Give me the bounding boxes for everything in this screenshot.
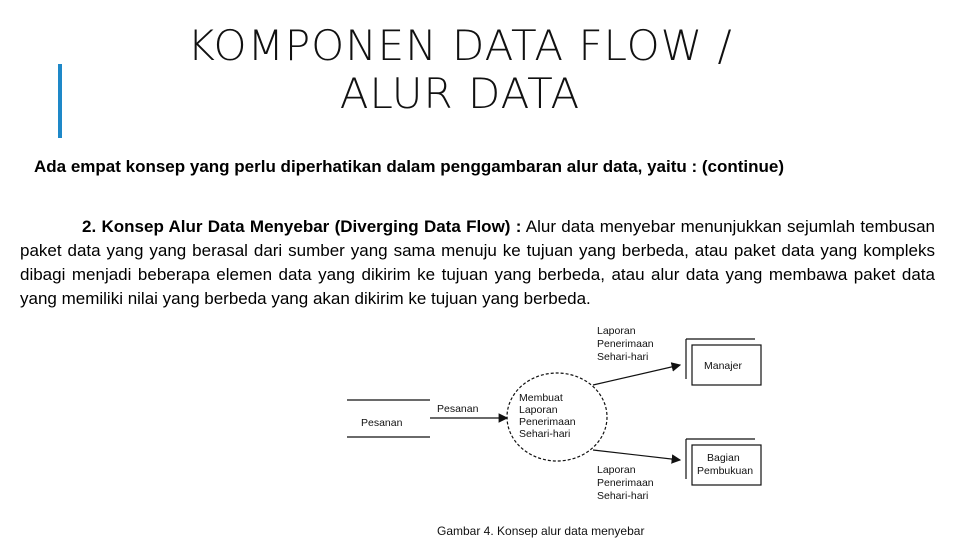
title-accent-bar xyxy=(58,64,62,138)
input-flow-label: Pesanan xyxy=(437,403,479,415)
process-line-4: Sehari-hari xyxy=(519,428,571,440)
entity-pembukuan-line-2: Pembukuan xyxy=(697,465,754,477)
intro-text: Ada empat konsep yang perlu diperhatikan dalam penggambaran alur data, yaitu : (continue) xyxy=(34,157,785,176)
concept-body: Alur data menyebar menunjukkan sejumlah tembusan paket data yang yang berasal dari sumber yang sama menuju ke tujuan yang berbeda, atau paket data yang kompleks dibagi menjadi beberapa elemen data yang dikirim ke tujuan yang berbeda, atau alur data yang membawa paket data yang memiliki nilai yang berbeda yang akan dikirim ke tujuan yang berbeda. xyxy=(20,217,935,308)
entity-pembukuan-line-1: Bagian xyxy=(707,452,740,464)
bottom-flow-line-2: Penerimaan xyxy=(597,477,654,489)
source-entity-label: Pesanan xyxy=(361,417,403,429)
top-flow-line-2: Penerimaan xyxy=(597,338,654,350)
concept-paragraph xyxy=(20,215,935,311)
slide-title-line-2: ALUR DATA xyxy=(339,69,581,118)
bottom-flow-line-3: Sehari-hari xyxy=(597,490,649,502)
bottom-output-flow-arrow xyxy=(593,450,680,460)
top-flow-line-1: Laporan xyxy=(597,325,636,337)
slide-title xyxy=(110,22,810,118)
entity-pembukuan xyxy=(686,439,761,485)
diverging-flow-figure xyxy=(335,315,775,540)
concept-heading: Konsep Alur Data Menyebar (Diverging Data Flow) : xyxy=(101,217,522,236)
process-bubble xyxy=(507,373,607,461)
figure-caption: Gambar 4. Konsep alur data menyebar xyxy=(437,524,645,538)
diagram-svg xyxy=(335,315,775,540)
entity-manajer xyxy=(686,339,761,385)
entity-manajer-label: Manajer xyxy=(704,360,742,372)
intro-paragraph xyxy=(20,155,935,179)
slide-title-line-1: KOMPONEN DATA FLOW / xyxy=(187,21,733,70)
process-line-1: Membuat xyxy=(519,392,563,404)
process-line-3: Penerimaan xyxy=(519,416,576,428)
top-flow-line-3: Sehari-hari xyxy=(597,351,649,363)
source-entity xyxy=(347,400,430,437)
top-output-flow-arrow xyxy=(593,365,680,385)
bottom-flow-line-1: Laporan xyxy=(597,464,636,476)
concept-number: 2. xyxy=(82,217,97,236)
process-line-2: Laporan xyxy=(519,404,558,416)
